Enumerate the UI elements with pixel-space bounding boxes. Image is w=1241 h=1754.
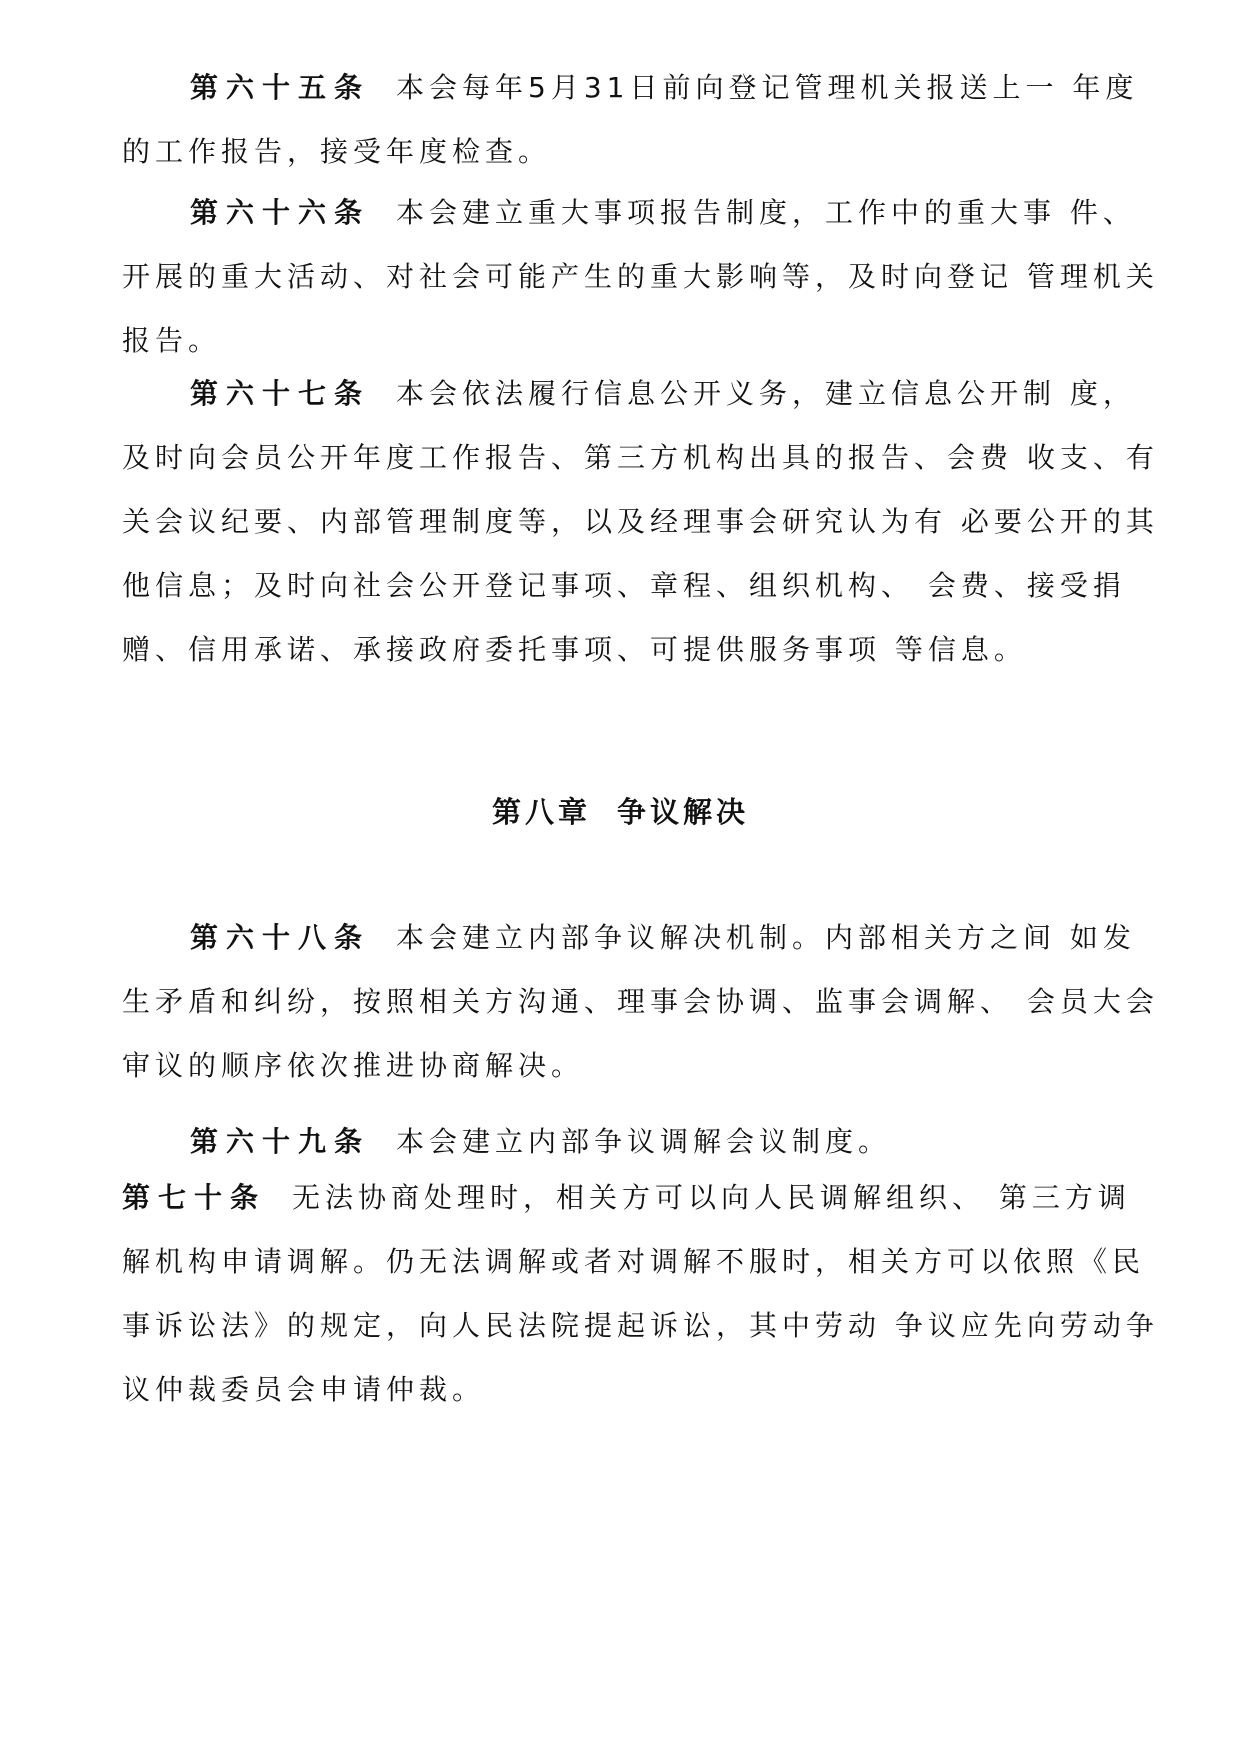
article-text: 本会建立内部争议解决机制。内部相关方之间 如发生矛盾和纠纷，按照相关方沟通、理事会协调、监事会调解、 会员大会审议的顺序依次推进协商解决。	[122, 921, 1159, 1082]
chapter-title: 争议解决	[617, 795, 750, 829]
article-number: 第六十九条	[190, 1125, 371, 1158]
article-68	[122, 906, 1162, 1098]
chapter-heading	[0, 790, 1241, 831]
article-text: 本会建立重大事项报告制度，工作中的重大事 件、开展的重大活动、对社会可能产生的重大影响等，及时向登记 管理机关报告。	[122, 196, 1159, 357]
article-66	[122, 181, 1162, 373]
article-text: 无法协商处理时，相关方可以向人民调解组织、 第三方调解机构申请调解。仍无法调解或者对调解不服时，相关方可以依照《民事诉讼法》的规定，向人民法院提起诉讼，其中劳动 争议应先向劳动争议仲裁委员会申请仲裁。	[122, 1181, 1159, 1406]
article-number: 第六十七条	[190, 377, 371, 410]
article-number: 第六十六条	[190, 196, 371, 229]
article-69	[122, 1110, 1162, 1174]
article-70	[122, 1166, 1162, 1422]
article-number: 第六十五条	[190, 71, 371, 104]
article-text: 本会每年5月31日前向登记管理机关报送上一 年度的工作报告，接受年度检查。	[122, 71, 1139, 168]
article-number: 第七十条	[122, 1181, 267, 1214]
article-67	[122, 362, 1162, 682]
chapter-number: 第八章	[491, 795, 591, 829]
article-number: 第六十八条	[190, 921, 371, 954]
article-text: 本会建立内部争议调解会议制度。	[396, 1125, 892, 1158]
article-65	[122, 56, 1162, 184]
article-text: 本会依法履行信息公开义务，建立信息公开制 度，及时向会员公开年度工作报告、第三方机构出具的报告、会费 收支、有关会议纪要、内部管理制度等，以及经理事会研究认为有 必要公开的其他信息；及时向社会公开登记事项、章程、组织机构、 会费、接受捐赠、信用承诺、承接政府委托事项、可提供服务事项 等信息。	[122, 377, 1159, 666]
